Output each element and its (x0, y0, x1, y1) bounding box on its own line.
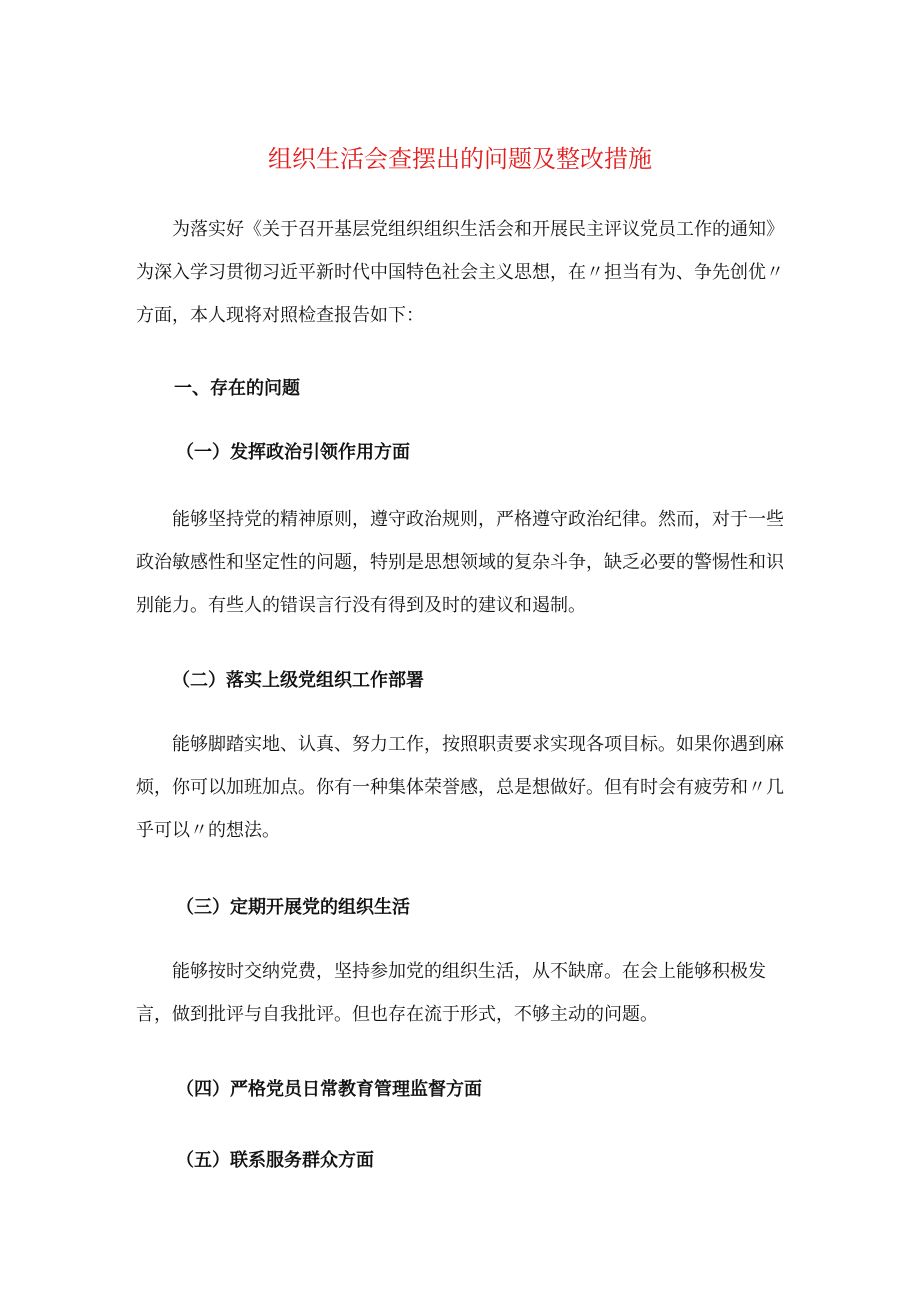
document-title: 组织生活会查摆出的问题及整改措施 (268, 145, 652, 173)
subsection-heading-1: （一）发挥政治引领作用方面 (176, 442, 410, 463)
intro-paragraph: 为落实好《关于召开基层党组织组织生活会和开展民主评议党员工作的通知》为深入学习贯彻习近平新时代中国特色社会主义思想，在〃担当有为、争先创优〃方面，本人现将对照检查报告如下： (136, 219, 784, 326)
subsection-text-2: 能够脚踏实地、认真、努力工作，按照职责要求实现各项目标。如果你遇到麻烦，你可以加班加点。你有一种集体荣誉感，总是想做好。但有时会有疲劳和〃几乎可以〃的想法。 (136, 734, 784, 841)
subsection-heading-4: （四）严格党员日常教育管理监督方面 (176, 1079, 482, 1100)
subsection-heading-2: （二）落实上级党组织工作部署 (172, 670, 424, 691)
section-heading-problems: 一、存在的问题 (174, 378, 300, 399)
subsection-heading-5: （五）联系服务群众方面 (176, 1150, 374, 1171)
subsection-text-3: 能够按时交纳党费，坚持参加党的组织生活，从不缺席。在会上能够积极发言，做到批评与自我批评。但也存在流于形式，不够主动的问题。 (136, 961, 766, 1025)
subsection-heading-3: （三）定期开展党的组织生活 (176, 897, 410, 918)
subsection-text-1: 能够坚持党的精神原则，遵守政治规则，严格遵守政治纪律。然而，对于一些政治敏感性和坚定性的问题，特别是思想领域的复杂斗争，缺乏必要的警惕性和识别能力。有些人的错误言行没有得到及时的建议和遏制。 (136, 509, 784, 616)
